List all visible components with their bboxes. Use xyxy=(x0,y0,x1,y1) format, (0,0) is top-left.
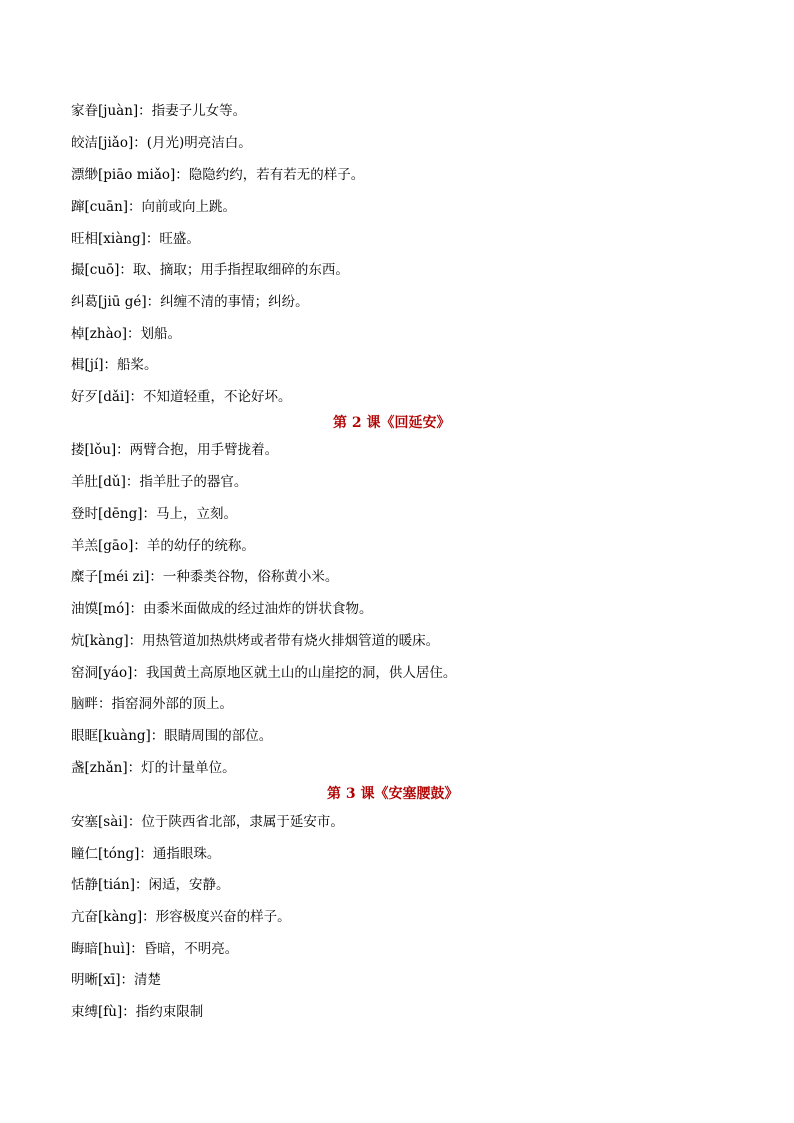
vocab-entry: 羊肚[dǔ]：指羊肚子的器官。 xyxy=(71,474,248,490)
vocab-entry: 皎洁[jiǎo]：(月光)明亮洁白。 xyxy=(71,135,252,151)
vocab-entry: 登时[dēng]：马上，立刻。 xyxy=(71,506,238,522)
vocab-entry: 安塞[sài]：位于陕西省北部，隶属于延安市。 xyxy=(71,814,344,830)
vocab-entry: 油馍[mó]：由黍米面做成的经过油炸的饼状食物。 xyxy=(71,601,373,617)
vocab-entry: 脑畔：指窑洞外部的顶上。 xyxy=(71,696,233,712)
vocab-entry: 蹿[cuān]：向前或向上跳。 xyxy=(71,199,237,215)
vocab-entry: 盏[zhǎn]：灯的计量单位。 xyxy=(71,760,236,776)
vocab-entry: 眼眶[kuàng]：眼睛周围的部位。 xyxy=(71,728,273,744)
vocab-entry: 棹[zhào]：划船。 xyxy=(71,326,182,342)
vocab-entry: 束缚[fù]：指约束限制 xyxy=(71,1004,204,1020)
lesson-3-heading: 第 3 课《安塞腰鼓》 xyxy=(327,786,459,802)
vocab-entry: 炕[kàng]：用热管道加热烘烤或者带有烧火排烟管道的暖床。 xyxy=(71,633,440,649)
vocab-entry: 好歹[dǎi]：不知道轻重，不论好坏。 xyxy=(71,389,292,405)
vocab-entry: 撮[cuō]：取、摘取；用手指捏取细碎的东西。 xyxy=(71,262,349,278)
vocab-entry: 家眷[juàn]：指妻子儿女等。 xyxy=(71,103,247,119)
vocab-entry: 瞳仁[tóng]：通指眼珠。 xyxy=(71,846,221,862)
vocab-entry: 恬静[tián]：闲适，安静。 xyxy=(71,877,230,893)
vocab-entry: 晦暗[huì]：昏暗，不明亮。 xyxy=(71,941,239,957)
vocab-entry: 明晰[xī]：清楚 xyxy=(71,972,161,988)
vocab-entry: 窑洞[yáo]：我国黄土高原地区就土山的山崖挖的洞，供人居住。 xyxy=(71,665,457,681)
lesson-2-heading: 第 2 课《回延安》 xyxy=(333,415,451,431)
vocab-entry: 亢奋[kàng]：形容极度兴奋的样子。 xyxy=(71,909,291,925)
vocab-entry: 纠葛[jiū gé]：纠缠不清的事情；纠纷。 xyxy=(71,294,309,310)
vocab-entry: 羊羔[gāo]：羊的幼仔的统称。 xyxy=(71,538,255,554)
vocab-entry: 楫[jí]：船桨。 xyxy=(71,357,158,373)
vocab-entry: 糜子[méi zi]：一种黍类谷物，俗称黄小米。 xyxy=(71,569,339,585)
vocab-entry: 漂缈[piāo miǎo]：隐隐约约，若有若无的样子。 xyxy=(71,167,365,183)
vocab-entry: 搂[lǒu]：两臂合抱，用手臂拢着。 xyxy=(71,442,279,458)
vocab-entry: 旺相[xiàng]：旺盛。 xyxy=(71,231,200,247)
